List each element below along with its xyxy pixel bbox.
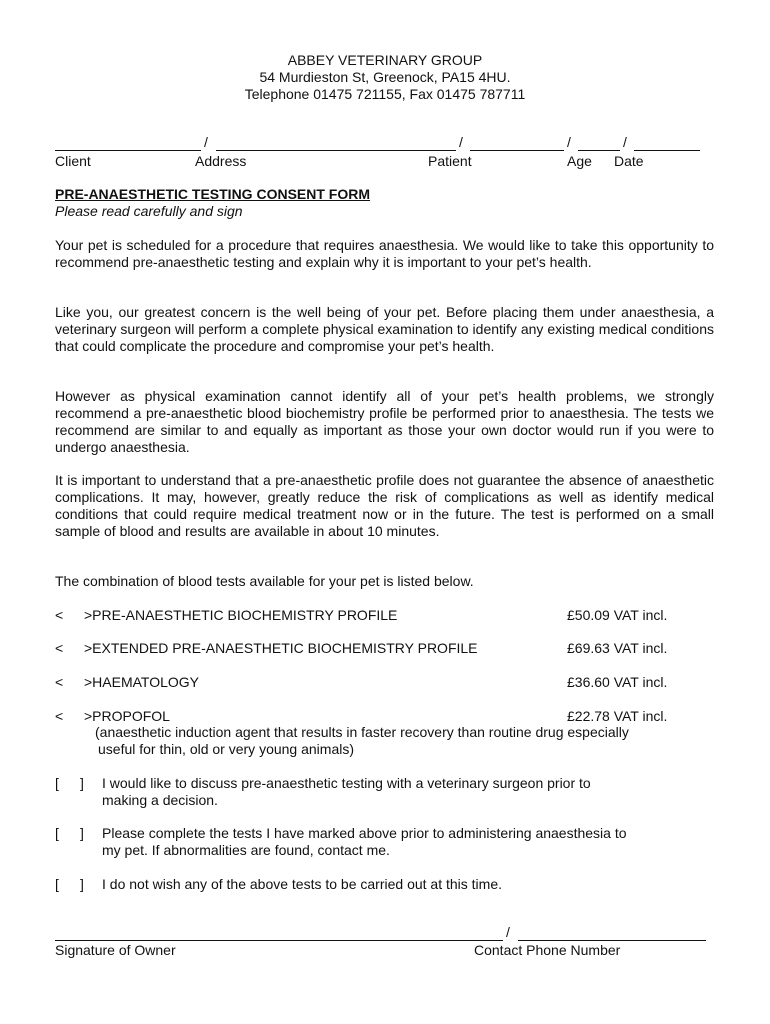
form-title: PRE-ANAESTHETIC TESTING CONSENT FORM bbox=[55, 186, 371, 202]
separator: / bbox=[459, 134, 463, 150]
checkbox-open[interactable]: < bbox=[55, 708, 64, 724]
org-name: ABBEY VETERINARY GROUP bbox=[287, 52, 483, 68]
option-text: my pet. If abnormalities are found, contact me. bbox=[102, 842, 390, 858]
date-field[interactable] bbox=[634, 150, 700, 151]
org-contact: Telephone 01475 721155, Fax 01475 787711 bbox=[244, 86, 526, 102]
paragraph: Like you, our greatest concern is the well being of your pet. Before placing them under anaesthesia, a veterinary surgeon will perform a complete physical examination to identify any existing medical conditions that could complicate the procedure and compromise your pet’s health. bbox=[55, 304, 714, 354]
test-name: >HAEMATOLOGY bbox=[84, 674, 200, 690]
checkbox-open[interactable]: < bbox=[55, 640, 64, 656]
checkbox-close-bracket[interactable]: ] bbox=[80, 825, 84, 841]
option-text: I do not wish any of the above tests to be carried out at this time. bbox=[102, 876, 502, 892]
test-name: >PROPOFOL bbox=[84, 708, 170, 724]
phone-number-label: Contact Phone Number bbox=[474, 942, 621, 958]
checkbox-open[interactable]: < bbox=[55, 674, 64, 690]
option-text: Please complete the tests I have marked above prior to administering anaesthesia to bbox=[102, 825, 627, 841]
address-field[interactable] bbox=[216, 150, 456, 151]
age-field[interactable] bbox=[578, 150, 620, 151]
owner-signature-label: Signature of Owner bbox=[55, 942, 176, 958]
checkbox-open-bracket[interactable]: [ bbox=[55, 876, 59, 892]
phone-number-field[interactable] bbox=[518, 940, 706, 941]
age-label: Age bbox=[567, 153, 592, 169]
test-price: £50.09 VAT incl. bbox=[567, 607, 668, 623]
test-price: £69.63 VAT incl. bbox=[567, 640, 668, 656]
separator: / bbox=[623, 134, 627, 150]
paragraph: It is important to understand that a pre-anaesthetic profile does not guarantee the absence of anaesthetic complications. It may, however, greatly reduce the risk of complications as well as identify medical conditions that could require medical treatment now or in the future. The test is performed on a small sample of blood and results are available in about 10 minutes. bbox=[55, 472, 714, 539]
date-label: Date bbox=[614, 153, 644, 169]
org-address: 54 Murdieston St, Greenock, PA15 4HU. bbox=[259, 69, 511, 85]
option-text: making a decision. bbox=[102, 792, 218, 808]
test-name: >EXTENDED PRE-ANAESTHETIC BIOCHEMISTRY PROFILE bbox=[84, 640, 478, 656]
test-price: £22.78 VAT incl. bbox=[567, 708, 668, 724]
patient-field[interactable] bbox=[470, 150, 564, 151]
test-note: useful for thin, old or very young animals) bbox=[98, 741, 355, 757]
option-text: I would like to discuss pre-anaesthetic testing with a veterinary surgeon prior to bbox=[102, 775, 591, 791]
checkbox-open[interactable]: < bbox=[55, 607, 64, 623]
checkbox-close-bracket[interactable]: ] bbox=[80, 876, 84, 892]
checkbox-close-bracket[interactable]: ] bbox=[80, 775, 84, 791]
tests-intro: The combination of blood tests available for your pet is listed below. bbox=[55, 573, 474, 589]
checkbox-open-bracket[interactable]: [ bbox=[55, 825, 59, 841]
client-label: Client bbox=[55, 153, 91, 169]
owner-signature-field[interactable] bbox=[55, 940, 503, 941]
patient-label: Patient bbox=[428, 153, 472, 169]
test-note: (anaesthetic induction agent that results in faster recovery than routine drug especially bbox=[95, 724, 629, 740]
client-field[interactable] bbox=[55, 150, 201, 151]
paragraph: However as physical examination cannot identify all of your pet’s health problems, we strongly recommend a pre-anaesthetic blood biochemistry profile be performed prior to anaesthesia. The tests we recommend are similar to and equally as important as those your own doctor would run if you were to undergo anaesthesia. bbox=[55, 388, 714, 455]
separator: / bbox=[567, 134, 571, 150]
separator: / bbox=[204, 134, 208, 150]
paragraph: Your pet is scheduled for a procedure that requires anaesthesia. We would like to take this opportunity to recommend pre-anaesthetic testing and explain why it is important to your pet’s health. bbox=[55, 237, 714, 270]
test-name: >PRE-ANAESTHETIC BIOCHEMISTRY PROFILE bbox=[84, 607, 398, 623]
separator: / bbox=[506, 924, 510, 940]
checkbox-open-bracket[interactable]: [ bbox=[55, 775, 59, 791]
test-price: £36.60 VAT incl. bbox=[567, 674, 668, 690]
address-label: Address bbox=[195, 153, 247, 169]
form-subtitle: Please read carefully and sign bbox=[55, 203, 243, 219]
